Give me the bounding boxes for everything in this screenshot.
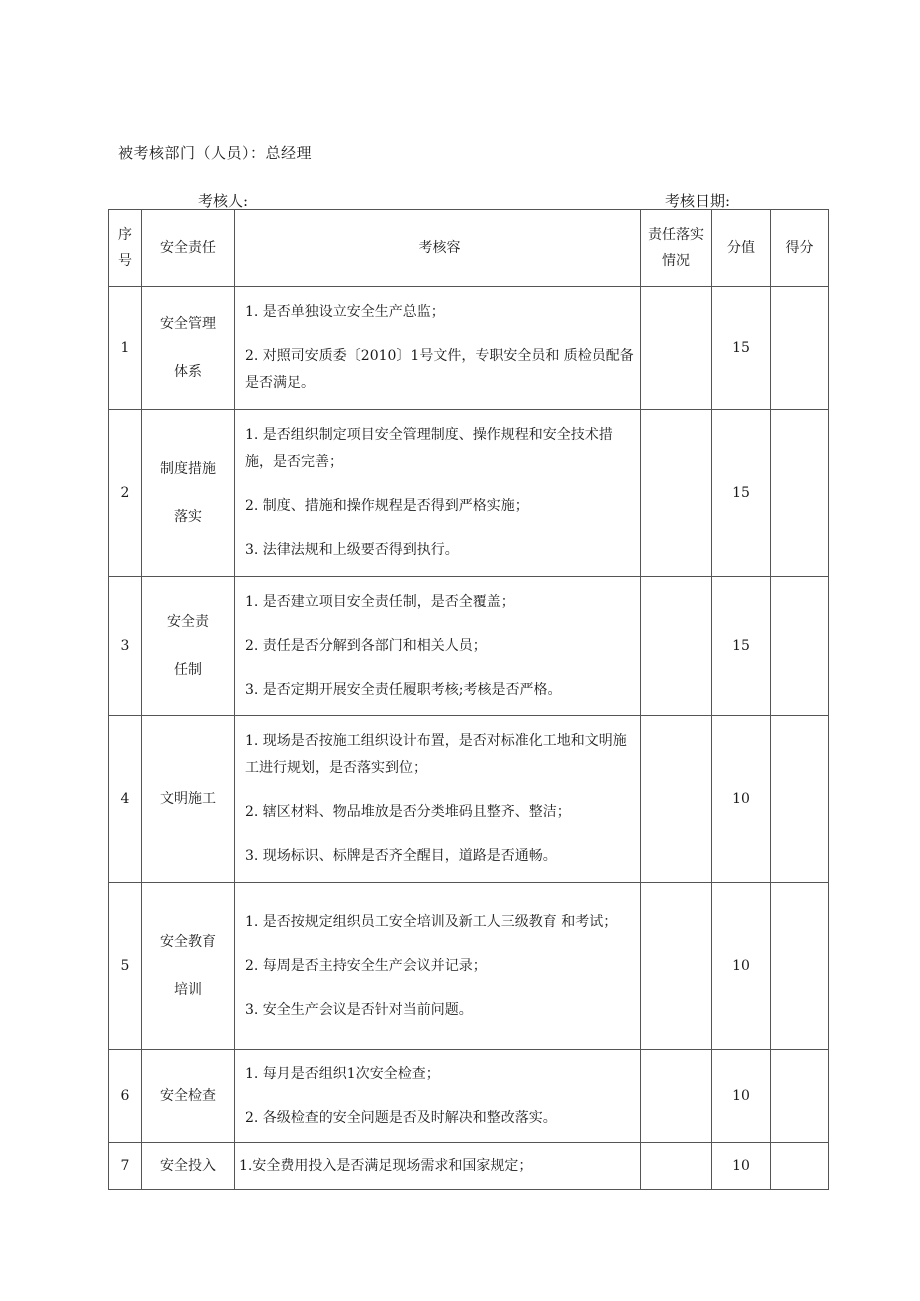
content-item: 2. 辖区材料、物品堆放是否分类堆码且整齐、整洁； [245, 804, 571, 820]
row-no: 1 [109, 287, 142, 410]
content-item: 1.安全费用投入是否满足现场需求和国家规定； [239, 1157, 533, 1174]
row-no: 5 [109, 883, 142, 1050]
table-row [109, 577, 829, 716]
row-score: 15 [712, 577, 771, 716]
content-item: 2. 各级检查的安全问题是否及时解决和整改落实。 [245, 1109, 557, 1126]
evaluation-table [108, 209, 829, 1190]
col-header-responsibility: 安全责任 [142, 210, 235, 287]
row-no: 4 [109, 716, 142, 883]
row-responsibility: 安全管理体系 [142, 287, 235, 410]
row-responsibility: 制度措施落实 [142, 410, 235, 577]
col-header-implementation: 责任落实情况 [641, 210, 712, 287]
row-content [235, 1143, 641, 1190]
row-content [235, 716, 641, 883]
row-score: 15 [712, 410, 771, 577]
row-obtained [771, 1050, 829, 1143]
row-obtained [771, 716, 829, 883]
table-row [109, 1143, 829, 1190]
col-header-no: 序号 [109, 210, 142, 287]
row-responsibility: 安全责任制 [142, 577, 235, 716]
table-row [109, 883, 829, 1050]
table-row [109, 410, 829, 577]
row-content [235, 410, 641, 577]
content-item: 3. 安全生产会议是否针对当前问题。 [245, 1001, 473, 1018]
table-row [109, 716, 829, 883]
content-item: 2. 对照司安质委〔2010〕1号文件，专职安全员和 质检员配备是否满足。 [245, 348, 634, 391]
content-item: 1. 是否按规定组织员工安全培训及新工人三级教育 和考试； [245, 913, 618, 930]
row-no: 7 [109, 1143, 142, 1190]
row-score: 15 [712, 287, 771, 410]
col-header-obtained: 得分 [771, 210, 829, 287]
row-no: 3 [109, 577, 142, 716]
row-implementation [641, 883, 712, 1050]
row-obtained [771, 883, 829, 1050]
row-obtained [771, 1143, 829, 1190]
content-item: 1. 每月是否组织1次安全检查； [245, 1065, 440, 1082]
row-responsibility: 文明施工 [142, 716, 235, 883]
content-item: 3. 是否定期开展安全责任履职考核;考核是否严格。 [245, 681, 562, 698]
date-label: 考核日期: [665, 192, 731, 210]
content-item: 1. 现场是否按施工组织设计布置，是否对标准化工地和文明施工进行规划，是否落实到位； [245, 733, 627, 776]
row-content [235, 1050, 641, 1143]
row-score: 10 [712, 883, 771, 1050]
content-item: 2. 每周是否主持安全生产会议并记录； [245, 957, 487, 974]
row-score: 10 [712, 716, 771, 883]
content-item: 2. 制度、措施和操作规程是否得到严格实施； [245, 498, 529, 514]
content-item: 1. 是否组织制定项目安全管理制度、操作规程和安全技术措施，是否完善； [245, 427, 613, 470]
table-row [109, 1050, 829, 1143]
row-responsibility: 安全教育培训 [142, 883, 235, 1050]
row-score: 10 [712, 1050, 771, 1143]
row-implementation [641, 716, 712, 883]
row-implementation [641, 1143, 712, 1190]
row-responsibility: 安全投入 [142, 1143, 235, 1190]
row-obtained [771, 410, 829, 577]
assessor-label: 考核人: [198, 192, 249, 210]
row-content [235, 577, 641, 716]
row-content [235, 287, 641, 410]
row-obtained [771, 287, 829, 410]
content-item: 2. 责任是否分解到各部门和相关人员； [245, 637, 487, 654]
row-implementation [641, 410, 712, 577]
row-implementation [641, 577, 712, 716]
content-item: 3. 法律法规和上级要否得到执行。 [245, 542, 459, 558]
row-implementation [641, 287, 712, 410]
row-no: 2 [109, 410, 142, 577]
department-label: 被考核部门（人员）：总经理 [118, 144, 313, 162]
content-item: 1. 是否单独设立安全生产总监； [245, 304, 445, 320]
content-item: 1. 是否建立项目安全责任制，是否全覆盖； [245, 593, 515, 610]
row-score: 10 [712, 1143, 771, 1190]
col-header-content: 考核容 [235, 210, 641, 287]
col-header-score: 分值 [712, 210, 771, 287]
row-implementation [641, 1050, 712, 1143]
row-responsibility: 安全检查 [142, 1050, 235, 1143]
row-obtained [771, 577, 829, 716]
table-header-row [109, 210, 829, 287]
row-content [235, 883, 641, 1050]
row-no: 6 [109, 1050, 142, 1143]
content-item: 3. 现场标识、标牌是否齐全醒目，道路是否通畅。 [245, 848, 557, 864]
table-row [109, 287, 829, 410]
